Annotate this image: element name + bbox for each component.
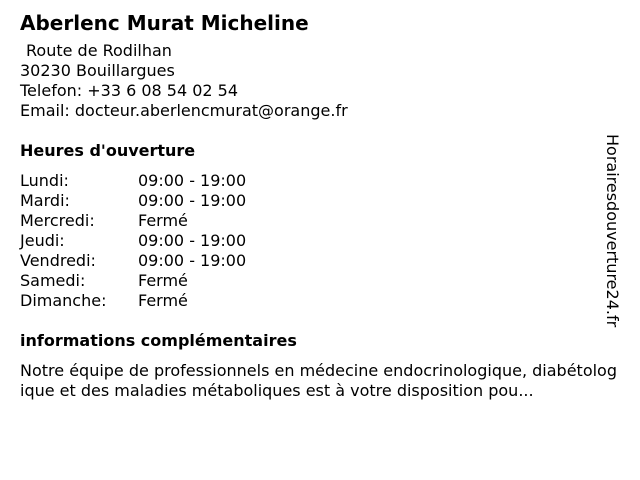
hours-value: 09:00 - 19:00 <box>138 251 247 270</box>
hours-row-friday <box>20 251 620 271</box>
street-address: Route de Rodilhan <box>26 41 172 60</box>
hours-row-saturday <box>20 271 620 291</box>
email-line: Email: docteur.aberlencmurat@orange.fr <box>20 101 348 120</box>
hours-row-tuesday <box>20 191 620 211</box>
hours-value: 09:00 - 19:00 <box>138 191 247 210</box>
hours-row-sunday <box>20 291 620 311</box>
opening-hours-title: Heures d'ouverture <box>20 141 196 160</box>
day-label: Vendredi: <box>20 251 96 270</box>
business-card <box>20 10 620 401</box>
hours-value: Fermé <box>138 211 188 230</box>
day-label: Lundi: <box>20 171 69 190</box>
day-label: Mercredi: <box>20 211 95 230</box>
hours-value: 09:00 - 19:00 <box>138 171 247 190</box>
hours-row-monday <box>20 171 620 191</box>
day-label: Mardi: <box>20 191 70 210</box>
city-line: 30230 Bouillargues <box>20 61 175 80</box>
phone-line: Telefon: +33 6 08 54 02 54 <box>20 81 239 100</box>
site-watermark: Horairesdouverture24.fr <box>603 134 622 328</box>
day-label: Samedi: <box>20 271 86 290</box>
hours-row-wednesday <box>20 211 620 231</box>
hours-value: Fermé <box>138 271 188 290</box>
day-label: Jeudi: <box>20 231 65 250</box>
additional-info-text: Notre équipe de professionnels en médecine endocrinologique, diabétologique et des maladies métaboliques est à votre disposition pou... <box>20 361 617 400</box>
hours-row-thursday <box>20 231 620 251</box>
day-label: Dimanche: <box>20 291 107 310</box>
business-name: Aberlenc Murat Micheline <box>20 11 309 35</box>
opening-hours-table <box>20 171 620 311</box>
hours-value: Fermé <box>138 291 188 310</box>
additional-info-title: informations complémentaires <box>20 331 297 350</box>
hours-value: 09:00 - 19:00 <box>138 231 247 250</box>
